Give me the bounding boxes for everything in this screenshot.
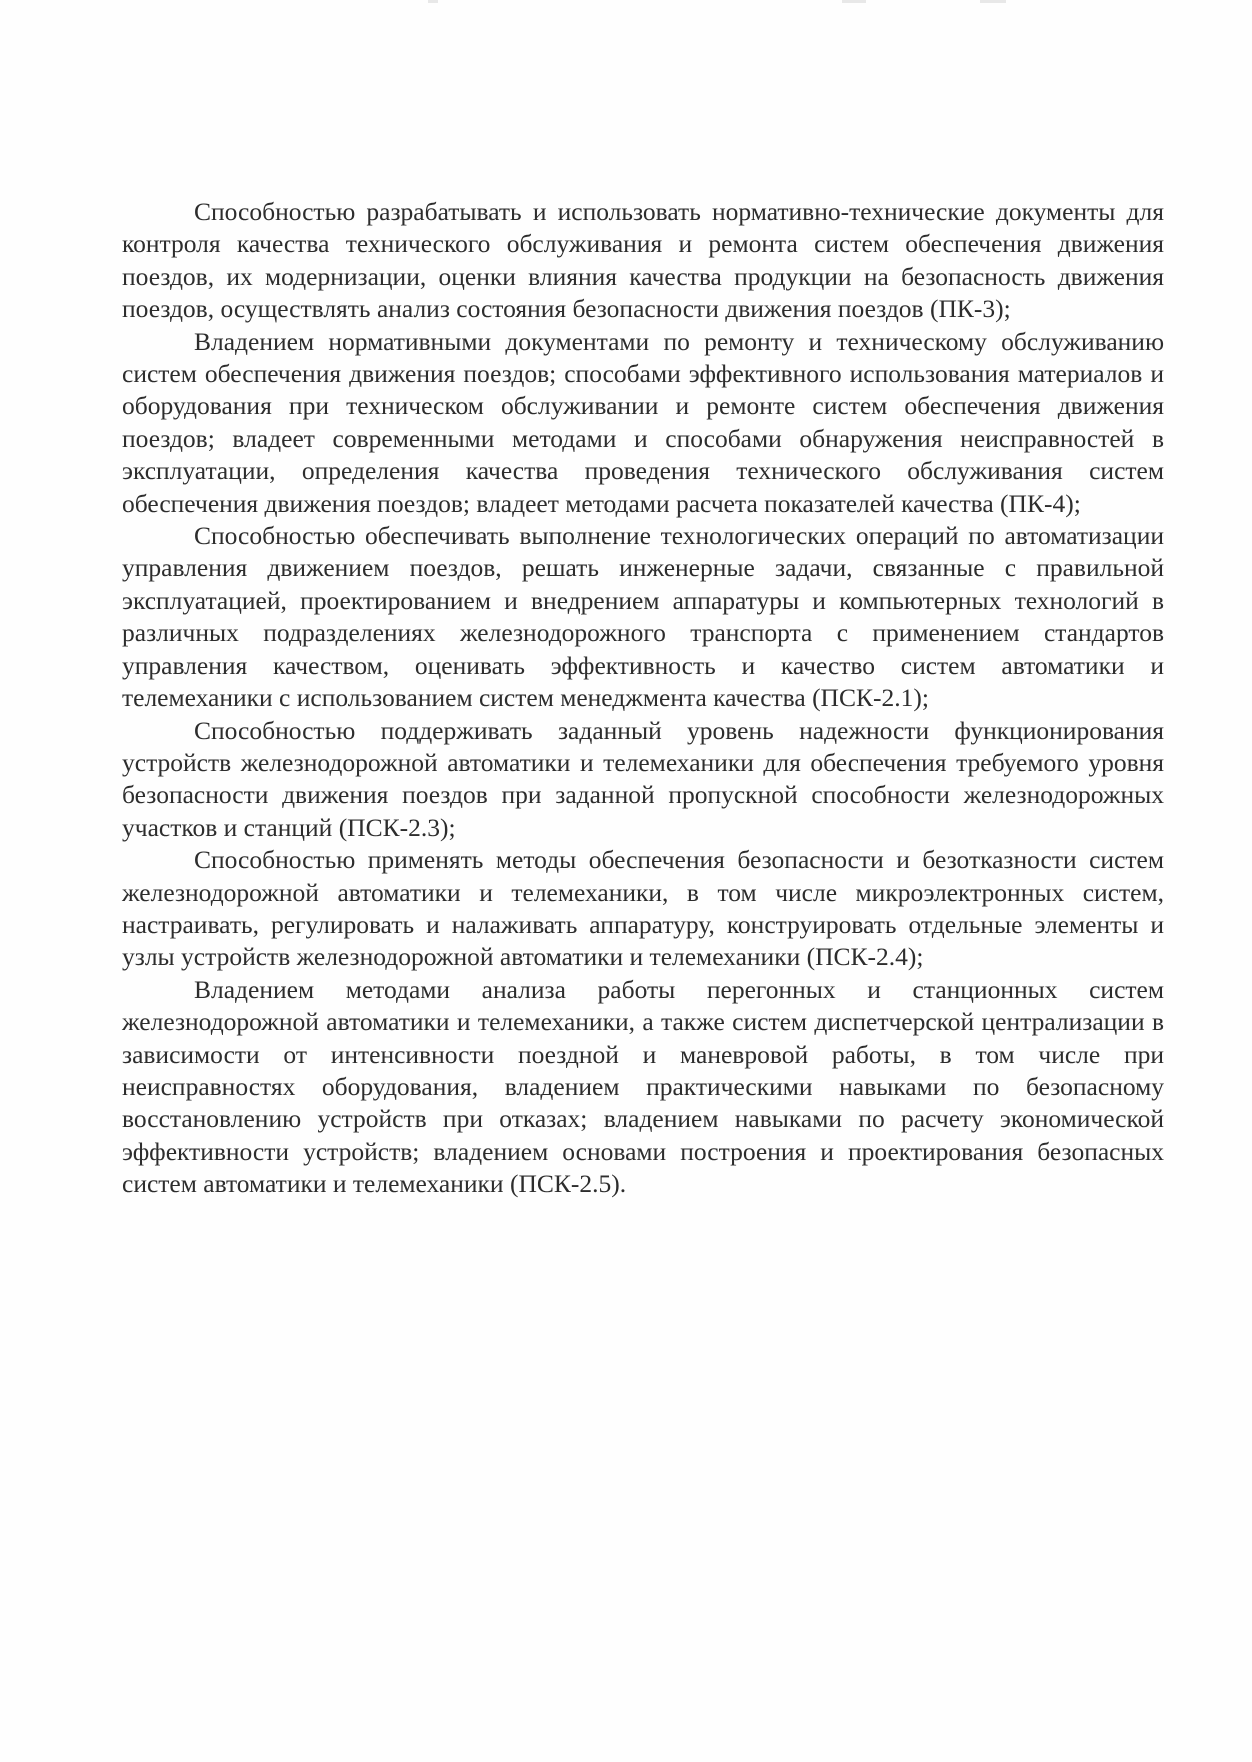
scan-artifact [980,0,1006,3]
paragraph-pk-4: Владением нормативными документами по ремонту и техническому обслуживанию систем обеспечения движения поездов; способами эффективного использования материалов и оборудования при техническом обслуживании и ремонте систем обеспечения движения поездов; владеет современными методами и способами обнаружения неисправностей в эксплуатации, определения качества проведения технического обслуживания систем обеспечения движения поездов; владеет методами расчета показателей качества (ПК-4); [122,326,1164,518]
paragraph-psk-2-5: Владением методами анализа работы перегонных и станционных систем железнодорожной автоматики и телемеханики, а также систем диспетчерской централизации в зависимости от интенсивности поездной и маневровой работы, в том числе при неисправностях оборудования, владением практическими навыками по безопасному восстановлению устройств при отказах; владением навыками по расчету экономической эффективности устройств; владением основами построения и проектирования безопасных систем автоматики и телемеханики (ПСК-2.5). [122,974,1164,1199]
scan-artifact [842,0,866,3]
paragraph-psk-2-4: Способностью применять методы обеспечения безопасности и безотказности систем железнодорожной автоматики и телемеханики, в том числе микроэлектронных систем, настраивать, регулировать и налаживать аппаратуру, конструировать отдельные элементы и узлы устройств железнодорожной автоматики и телемеханики (ПСК-2.4); [122,845,1164,972]
paragraph-psk-2-1: Способностью обеспечивать выполнение технологических операций по автоматизации управления движением поездов, решать инженерные задачи, связанные с правильной эксплуатацией, проектированием и внедрением аппаратуры и компьютерных технологий в различных подразделениях железнодорожного транспорта с применением стандартов управления качеством, оценивать эффективность и качество систем автоматики и телемеханики с использованием систем менеджмента качества (ПСК-2.1); [122,521,1164,713]
paragraph-pk-3: Способностью разрабатывать и использовать нормативно-технические документы для контроля качества технического обслуживания и ремонта систем обеспечения движения поездов, их модернизации, оценки влияния качества продукции на безопасность движения поездов, осуществлять анализ состояния безопасности движения поездов (ПК-3); [122,197,1164,324]
document-body [122,196,1164,1201]
paragraph-psk-2-3: Способностью поддерживать заданный уровень надежности функционирования устройств железнодорожной автоматики и телемеханики для обеспечения требуемого уровня безопасности движения поездов при заданной пропускной способности железнодорожных участков и станций (ПСК-2.3); [122,715,1164,842]
scan-artifact [428,0,438,3]
